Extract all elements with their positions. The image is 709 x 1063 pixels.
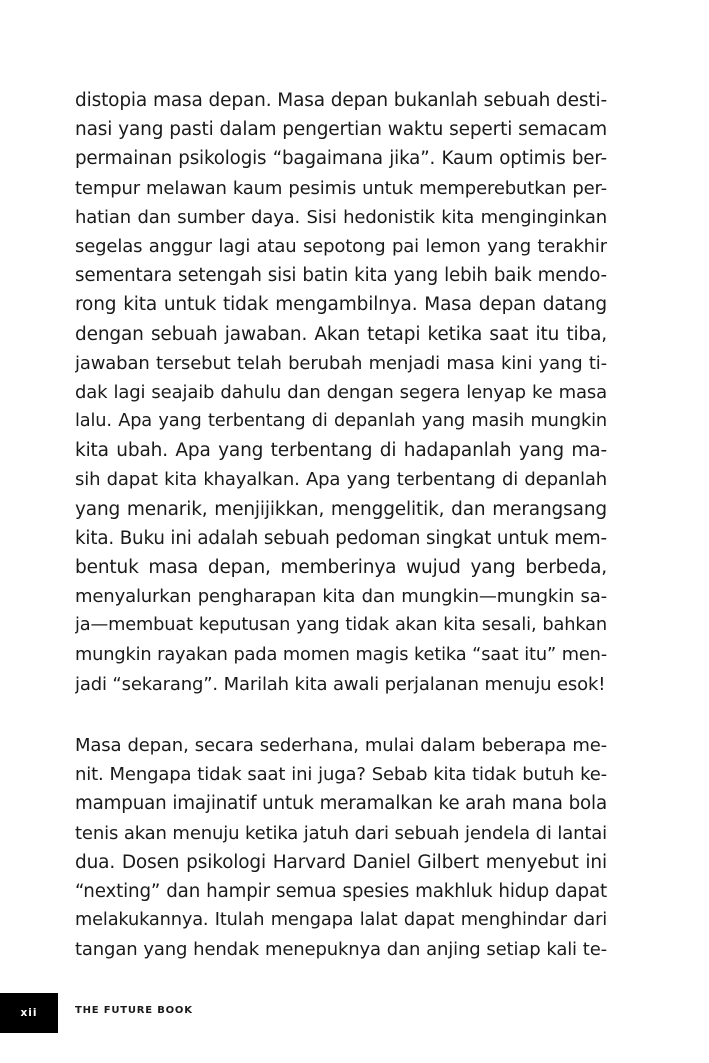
- text-line: nit. Mengapa tidak saat ini juga? Sebab kita tidak butuh ke-: [75, 764, 607, 786]
- text-line: tempur melawan kaum pesimis untuk memperebutkan per-: [75, 177, 607, 199]
- text-line: lalu. Apa yang terbentang di depanlah yang masih mungkin: [75, 411, 607, 432]
- text-line: sih dapat kita khayalkan. Apa yang terbentang di depanlah: [75, 469, 607, 491]
- text-line: permainan psikologis “bagaimana jika”. Kaum optimis ber-: [75, 148, 607, 170]
- text-line: melakukannya. Itulah mengapa lalat dapat menghindar dari: [75, 910, 607, 931]
- text-line: distopia masa depan. Masa depan bukanlah sebuah desti-: [75, 90, 607, 111]
- body-paragraph-1: [75, 86, 607, 699]
- folio-tab: [0, 993, 58, 1033]
- text-line: mungkin rayakan pada momen magis ketika “saat itu” men-: [75, 644, 607, 665]
- text-line: mampuan imajinatif untuk meramalkan ke arah mana bola: [75, 793, 607, 815]
- text-line: kita ubah. Apa yang terbentang di hadapanlah yang ma-: [75, 440, 607, 462]
- text-line: kita. Buku ini adalah sebuah pedoman singkat untuk mem-: [75, 527, 607, 549]
- text-line: dua. Dosen psikologi Harvard Daniel Gilbert menyebut ini: [75, 851, 607, 873]
- text-line: tenis akan menuju ketika jatuh dari sebuah jendela di lantai: [75, 822, 607, 844]
- text-line: dak lagi seajaib dahulu dan dengan segera lenyap ke masa: [75, 381, 607, 403]
- page-number: xii: [20, 1007, 38, 1019]
- text-line: segelas anggur lagi atau sepotong pai lemon yang terakhir: [75, 235, 607, 257]
- running-title: THE FUTURE BOOK: [75, 1005, 193, 1016]
- text-line: jadi “sekarang”. Marilah kita awali perjalanan menuju esok!: [75, 673, 606, 695]
- text-line: “nexting” dan hampir semua spesies makhluk hidup dapat: [75, 880, 607, 902]
- body-paragraph-2: [75, 731, 607, 965]
- text-line: ja—membuat keputusan yang tidak akan kita sesali, bahkan: [75, 615, 607, 636]
- text-line: nasi yang pasti dalam pengertian waktu seperti semacam: [75, 119, 607, 141]
- text-line: Masa depan, secara sederhana, mulai dalam beberapa me-: [75, 735, 607, 756]
- text-line: jawaban tersebut telah berubah menjadi masa kini yang ti-: [75, 352, 607, 374]
- text-line: bentuk masa depan, memberinya wujud yang berbeda,: [75, 557, 607, 578]
- text-line: tangan yang hendak menepuknya dan anjing setiap kali te-: [75, 939, 607, 961]
- text-line: rong kita untuk tidak mengambilnya. Masa depan datang: [75, 294, 607, 316]
- text-line: hatian dan sumber daya. Sisi hedonistik kita menginginkan: [75, 206, 607, 228]
- text-line: yang menarik, menjijikkan, menggelitik, dan merangsang: [75, 498, 607, 520]
- text-line: sementara setengah sisi batin kita yang lebih baik mendo-: [75, 265, 607, 287]
- text-line: menyalurkan pengharapan kita dan mungkin—mungkin sa-: [75, 586, 607, 608]
- text-line: dengan sebuah jawaban. Akan tetapi ketika saat itu tiba,: [75, 323, 607, 345]
